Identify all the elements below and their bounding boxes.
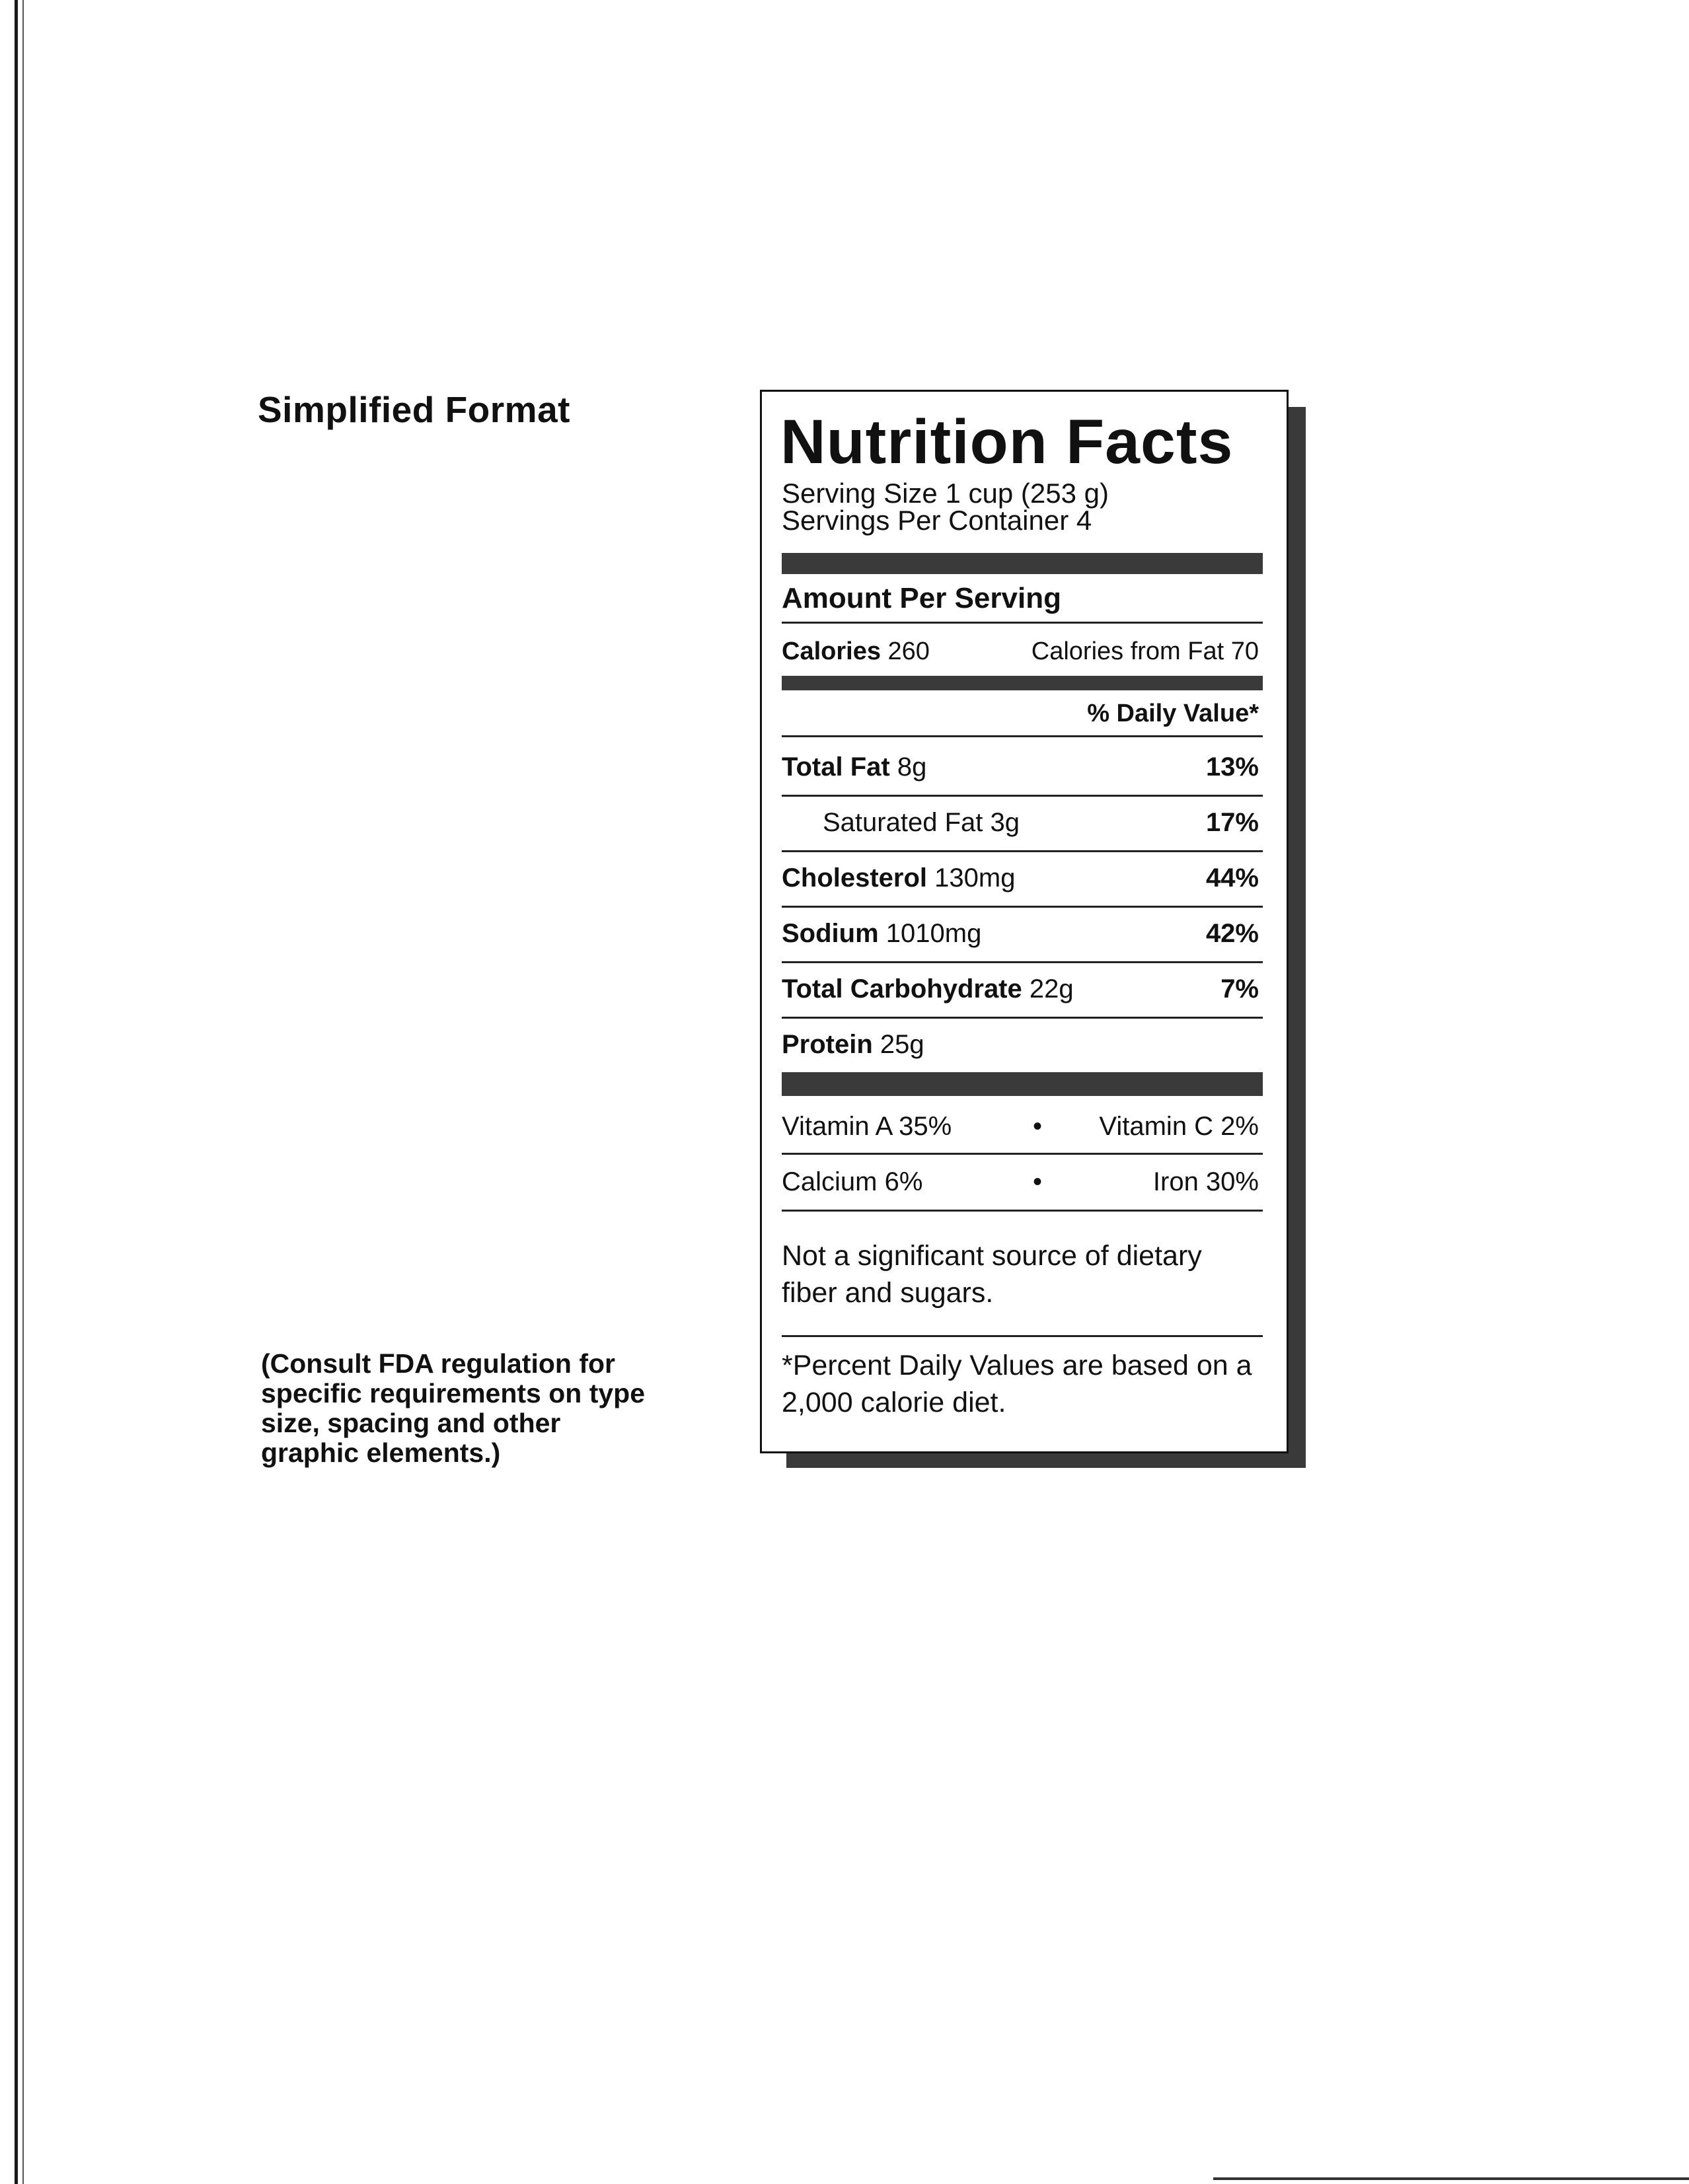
nutrient-name: Protein [782, 1030, 873, 1059]
nutrient-name: Total Fat [782, 752, 890, 782]
nutrient-row-sodium [782, 919, 1259, 949]
vitamin-c: Vitamin C 2% [1099, 1112, 1259, 1141]
amount-per-serving: Amount Per Serving [782, 582, 1061, 614]
divider [782, 1210, 1263, 1212]
divider [782, 735, 1263, 737]
divider [782, 850, 1263, 852]
consult-note: (Consult FDA regulation for specific requirements on type size, spacing and other graphic elements.) [261, 1348, 646, 1468]
page-heading: Simplified Format [258, 389, 570, 430]
vitamin-row-2 [782, 1167, 1259, 1197]
divider [782, 1153, 1263, 1155]
calories-value: 260 [887, 637, 930, 665]
page-edge-bottom [1213, 2177, 1689, 2180]
nutrient-amount: 1010mg [885, 919, 982, 948]
page-edge-left-thin [22, 0, 24, 2184]
calcium: Calcium 6% [782, 1167, 923, 1196]
calories-from-fat: Calories from Fat 70 [1031, 637, 1259, 665]
nutrient-amount: 8g [897, 752, 927, 782]
nutrient-row-total-carbohydrate [782, 974, 1259, 1004]
nutrient-amount: 3g [990, 808, 1020, 837]
nutrient-amount: 130mg [934, 863, 1016, 892]
nutrient-amount: 25g [880, 1030, 924, 1059]
serving-size: Serving Size 1 cup (253 g) [782, 478, 1109, 509]
calories-row [782, 637, 1259, 666]
divider [782, 795, 1263, 797]
nutrient-amount: 22g [1029, 974, 1074, 1003]
divider [782, 1335, 1263, 1337]
nutrient-name: Saturated Fat [823, 808, 983, 837]
divider [782, 906, 1263, 908]
nutrient-row-protein [782, 1030, 1259, 1060]
bullet-separator: • [1033, 1167, 1043, 1196]
nutrition-label [760, 390, 1289, 1453]
nutrient-name: Cholesterol [782, 863, 928, 892]
footnote: *Percent Daily Values are based on a 2,000 calorie diet. [782, 1350, 1252, 1418]
calories-label: Calories [782, 637, 881, 665]
thick-divider-1 [782, 553, 1263, 574]
divider [782, 961, 1263, 963]
nutrient-dv: 44% [1205, 863, 1259, 892]
nutrient-dv: 13% [1205, 752, 1259, 782]
nutrient-name: Total Carbohydrate [782, 974, 1022, 1003]
label-title: Nutrition Facts [780, 407, 1234, 477]
vitamin-row-1 [782, 1112, 1259, 1142]
not-significant-note: Not a significant source of dietary fiber and sugars. [782, 1240, 1202, 1309]
divider [782, 1017, 1263, 1019]
nutrient-row-total-fat [782, 752, 1259, 782]
nutrient-row-saturated-fat [782, 808, 1259, 838]
daily-value-header: % Daily Value* [1087, 700, 1259, 727]
nutrient-name: Sodium [782, 919, 879, 948]
bullet-separator: • [1033, 1112, 1043, 1141]
nutrient-row-cholesterol [782, 863, 1259, 893]
thick-divider-2 [782, 676, 1263, 690]
nutrient-dv: 7% [1220, 974, 1259, 1003]
page-edge-left [15, 0, 18, 2184]
iron: Iron 30% [1152, 1167, 1259, 1196]
divider [782, 622, 1263, 624]
vitamin-a: Vitamin A 35% [782, 1112, 952, 1141]
nutrient-dv: 17% [1205, 808, 1259, 837]
thick-divider-3 [782, 1072, 1263, 1096]
servings-per-container: Servings Per Container 4 [782, 505, 1092, 536]
nutrient-dv: 42% [1205, 919, 1259, 948]
